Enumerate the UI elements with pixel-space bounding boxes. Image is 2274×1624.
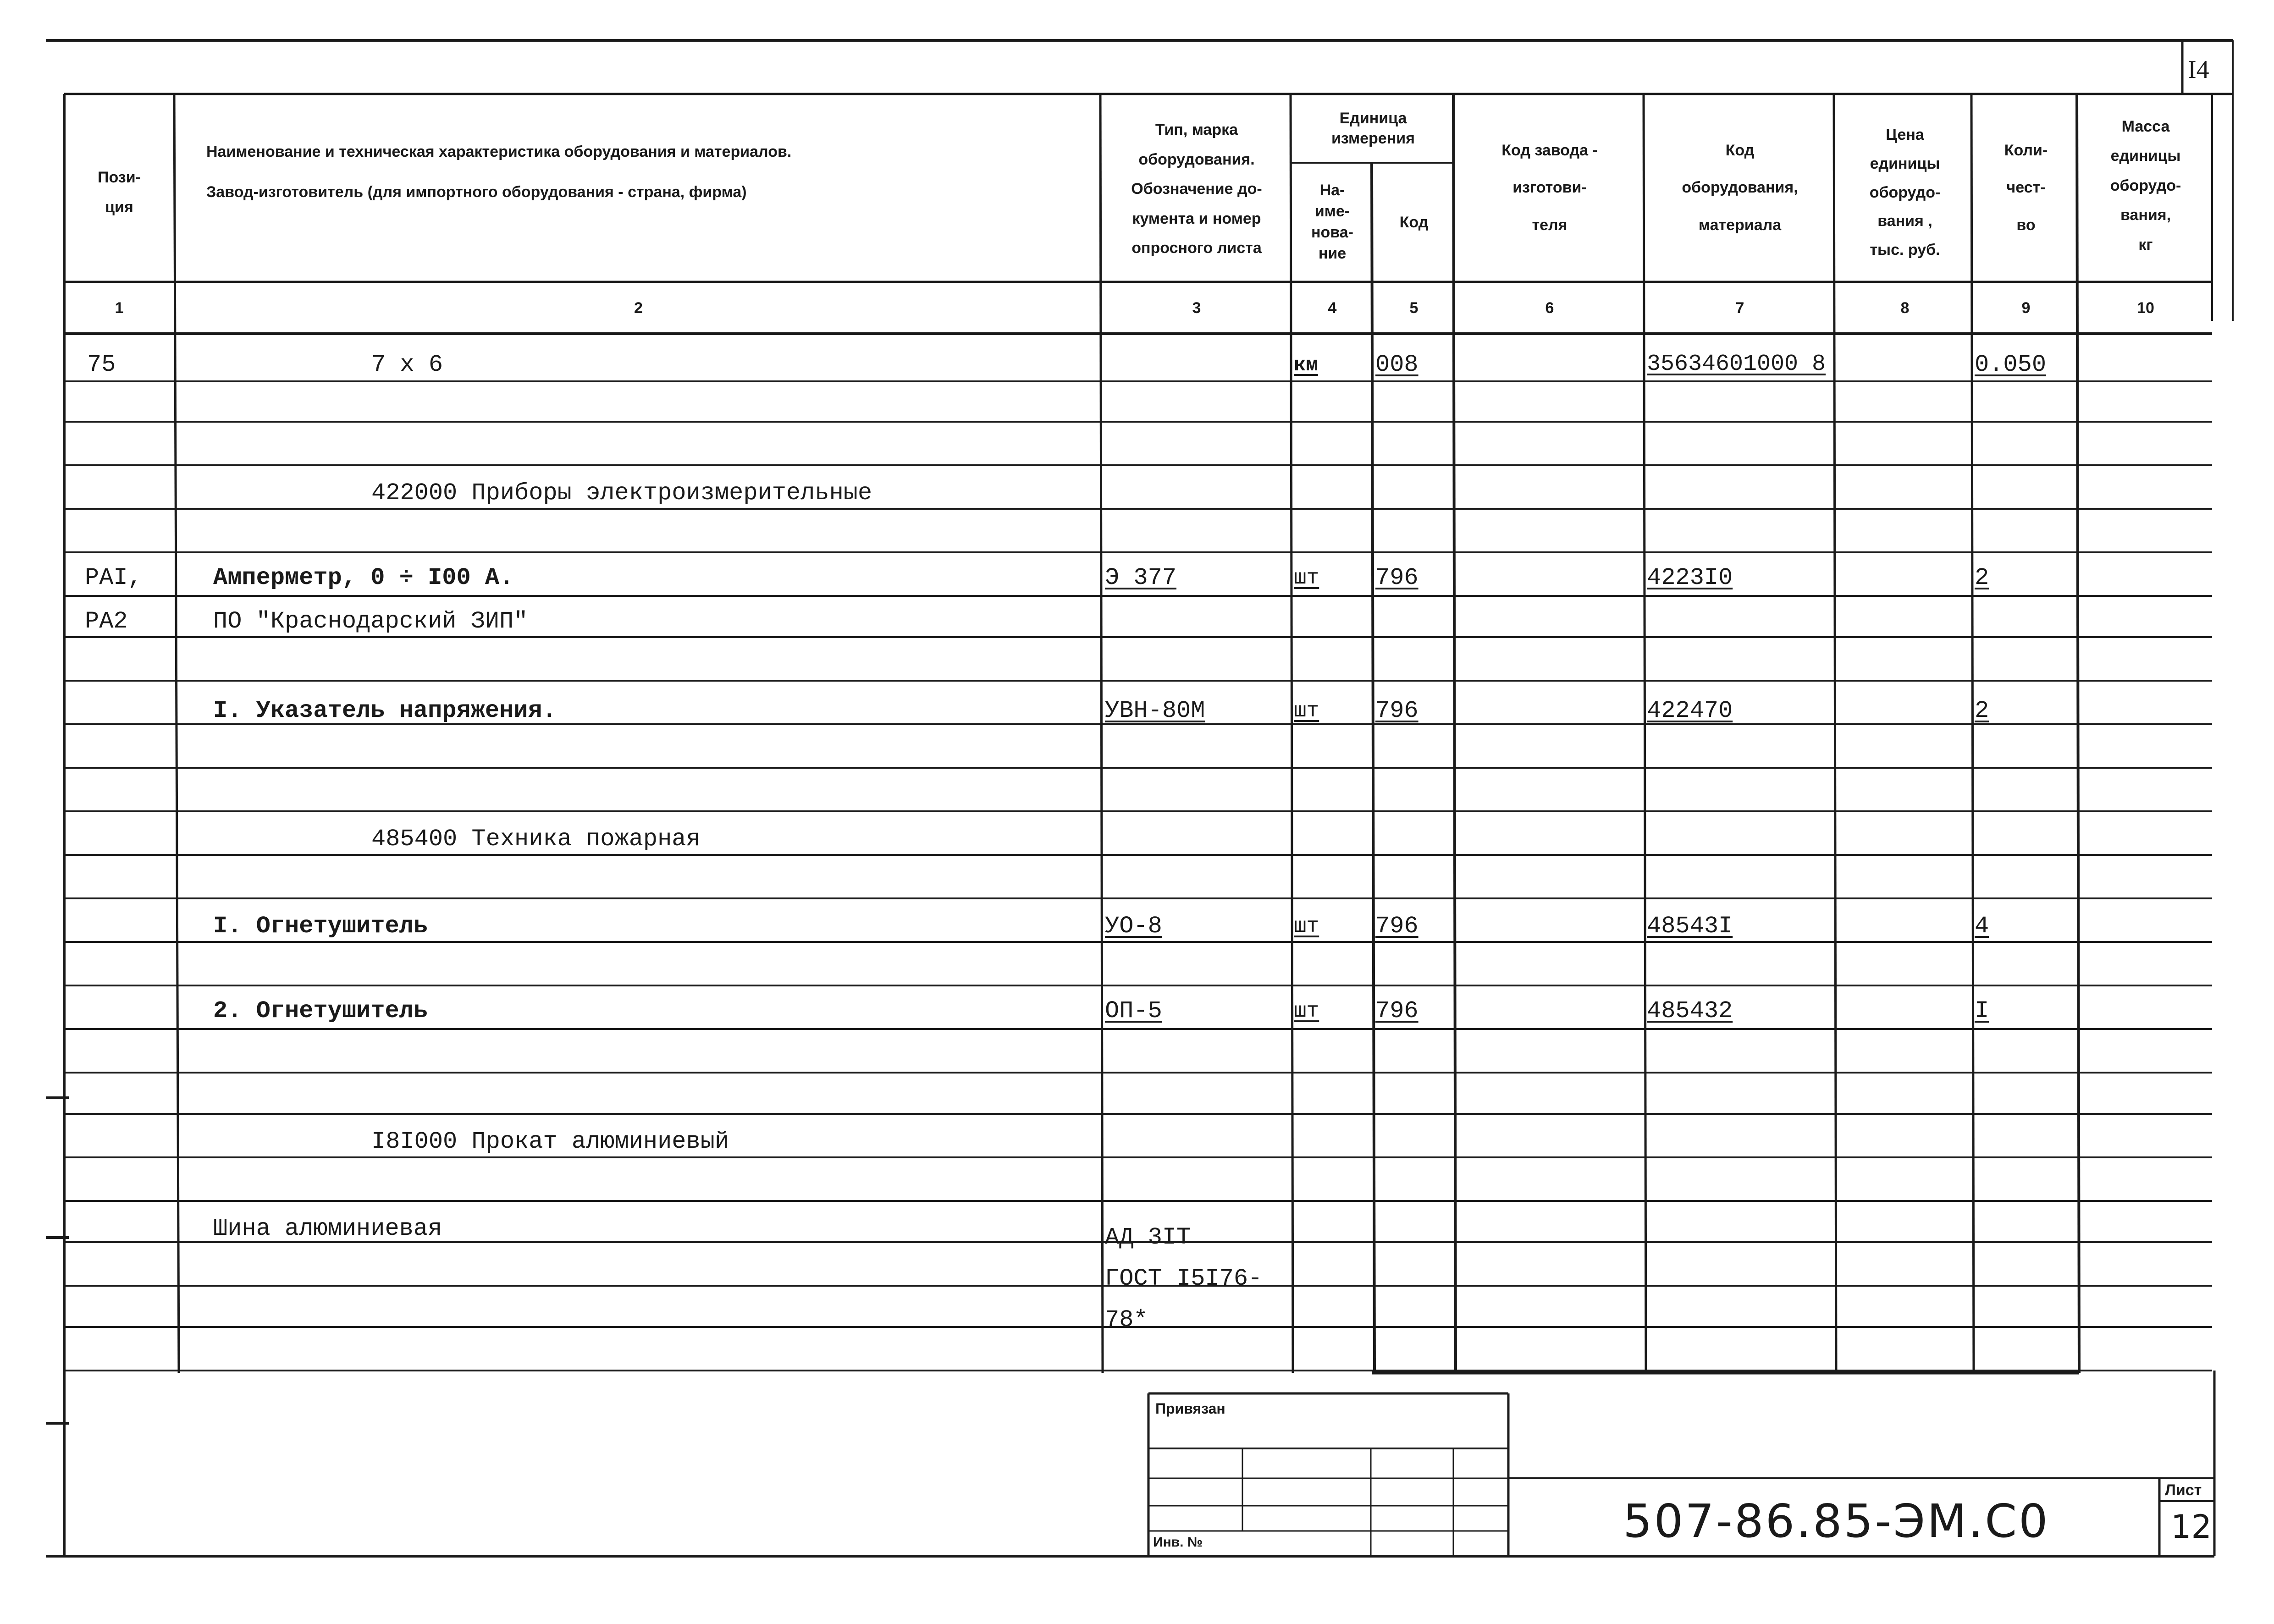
row-3-name: ПО "Краснодарский ЗИП" [213,608,528,635]
header-unit: Единица измерения [1331,109,1415,147]
row-0-equip-code: 35634601000 8 [1647,351,1826,377]
colnum-1: 1 [115,299,124,317]
colnum-8: 8 [1900,299,1910,317]
document-number: 507-86.85-ЭМ.С0 [1623,1494,2050,1548]
header-quantity: Коли- чест- во [2004,141,2048,234]
colnum-3: 3 [1192,299,1201,317]
header-position: Пози- ция [98,169,141,216]
row-7-name: 2. Огнетушитель [213,997,428,1024]
row-0-unit: км [1294,354,1318,377]
row-4-unit-code: 796 [1375,697,1418,724]
row-7-equip-code: 485432 [1647,997,1733,1024]
row-4-equip-code: 422470 [1647,697,1733,724]
header-factory-code: Код завода - изготови- теля [1501,141,1598,234]
row-2-qty: 2 [1975,564,1989,591]
row-9-type: АД 3IТ ГОСТ I5I76- 78* [1105,1224,1263,1333]
stamp-privyazan: Привязан [1155,1400,1225,1417]
sheet-label: Лист [2165,1481,2202,1499]
row-6-type: УО-8 [1105,913,1162,940]
row-2-equip-code: 4223I0 [1647,564,1733,591]
colnum-10: 10 [2137,299,2154,317]
colnum-9: 9 [2021,299,2031,317]
row-6-qty: 4 [1975,913,1989,940]
row-0-position: 75 [87,351,116,378]
header-name: Наименование и техническая характеристика оборудования и материалов. Завод-изготовитель (для импортного оборудования - страна, фирма) [206,143,792,201]
header-price: Цена единицы оборудо- вания , тыс. руб. [1869,126,1941,259]
header-mass: Масса единицы оборудо- вания, кг [2110,117,2181,253]
row-4-name: I. Указатель напряжения. [213,697,557,724]
row-4-type: УВН-80М [1105,697,1205,724]
header-unit-code: Код [1399,213,1429,231]
header-unit-name: На- име- нова- ние [1311,182,1353,262]
row-9-name: Шина алюминиевая [213,1215,442,1242]
colnum-7: 7 [1735,299,1744,317]
stamp-inv-number: Инв. № [1153,1535,1203,1550]
row-4-unit: шт [1294,699,1319,723]
colnum-4: 4 [1328,299,1337,317]
row-2-position: PAI, [85,564,142,591]
colnum-5: 5 [1409,299,1418,317]
row-0-name: 7 x 6 [371,351,443,378]
row-2-name: Амперметр, 0 ÷ I00 A. [213,564,514,591]
row-2-type: Э 377 [1105,564,1177,591]
row-8-name: I8I000 Прокат алюминиевый [371,1128,729,1155]
page-corner-number: I4 [2188,55,2209,84]
row-6-equip-code: 48543I [1647,913,1733,940]
row-7-unit: шт [1294,999,1319,1023]
row-2-unit: шт [1294,566,1319,590]
colnum-2: 2 [634,299,643,317]
row-3-position: PA2 [85,608,128,635]
row-1-name: 422000 Приборы электроизмерительные [371,479,872,506]
sheet-number: 12 [2171,1508,2212,1546]
row-0-qty: 0.050 [1975,351,2047,378]
row-7-type: ОП-5 [1105,997,1162,1024]
row-6-unit-code: 796 [1375,913,1418,940]
row-6-name: I. Огнетушитель [213,913,428,940]
row-6-unit: шт [1294,914,1319,938]
header-equipment-code: Код оборудования, материала [1682,141,1798,234]
row-2-unit-code: 796 [1375,564,1418,591]
row-4-qty: 2 [1975,697,1989,724]
header-type: Тип, марка оборудования. Обозначение до- кумента и номер опросного листа [1131,121,1262,257]
row-7-unit-code: 796 [1375,997,1418,1024]
colnum-6: 6 [1545,299,1554,317]
row-5-name: 485400 Техника пожарная [371,826,701,853]
row-0-unit-code: 008 [1375,351,1418,378]
row-7-qty: I [1975,997,1989,1024]
